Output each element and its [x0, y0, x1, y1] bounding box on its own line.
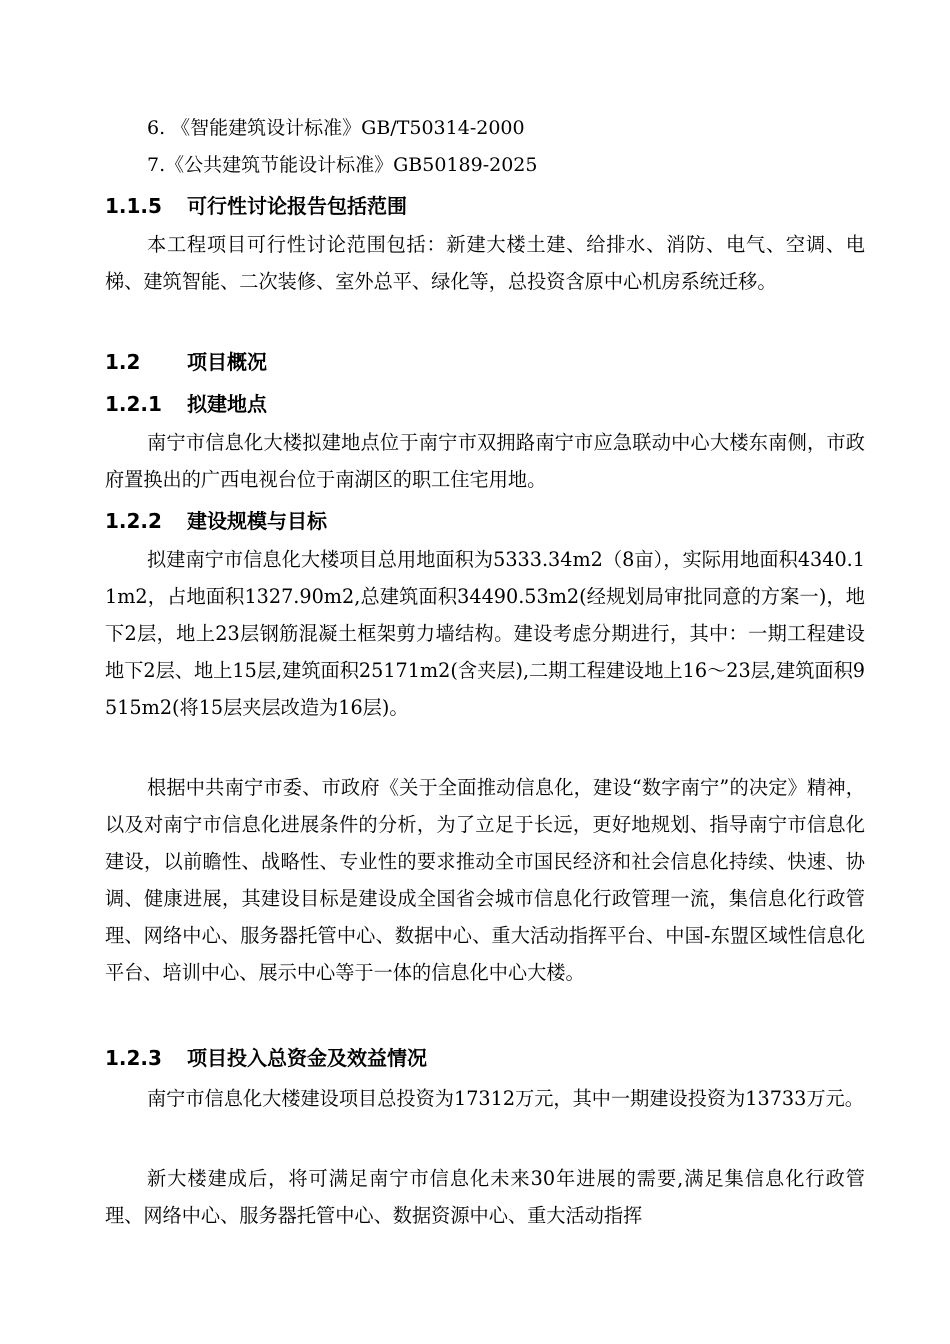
paragraph-scope: 本工程项目可行性讨论范围包括：新建大楼土建、给排水、消防、电气、空调、电梯、建筑智能、二次装修、室外总平、绿化等，总投资含原中心机房系统迁移。	[105, 233, 865, 293]
section-heading-1-1-5	[105, 186, 865, 226]
section-title: 项目概况	[187, 350, 267, 374]
section-number: 1.2.2	[105, 509, 162, 533]
section-heading-1-2-2	[105, 501, 865, 541]
section-number: 1.1.5	[105, 194, 162, 218]
reference-item: 7.《公共建筑节能设计标准》GB50189-2025	[147, 154, 538, 176]
paragraph-scale: 拟建南宁市信息化大楼项目总用地面积为5333.34m2（8亩），实际用地面积4340.11m2，占地面积1327.90m2,总建筑面积34490.53m2(经规划局审批同意的方案一)，地下2层，地上23层钢筋混凝土框架剪力墙结构。建设考虑分期进行，其中：一期工程建设地下2层、地上15层,建筑面积25171m2(含夹层),二期工程建设地上16～23层,建筑面积9515m2(将15层夹层改造为16层)。	[105, 548, 865, 719]
section-title: 建设规模与目标	[187, 509, 327, 533]
reference-item: 6. 《智能建筑设计标准》GB/T50314-2000	[147, 117, 525, 139]
paragraph-benefit: 新大楼建成后，将可满足南宁市信息化未来30年进展的需要,满足集信息化行政管理、网络中心、服务器托管中心、数据资源中心、重大活动指挥	[105, 1167, 865, 1227]
section-number: 1.2	[105, 350, 141, 374]
section-heading-1-2-3	[105, 1038, 865, 1078]
section-title: 可行性讨论报告包括范围	[187, 194, 407, 218]
section-heading-1-2-1	[105, 384, 865, 424]
section-heading-1-2	[105, 342, 865, 382]
paragraph-goal: 根据中共南宁市委、市政府《关于全面推动信息化，建设“数字南宁”的决定》精神，以及对南宁市信息化进展条件的分析，为了立足于长远，更好地规划、指导南宁市信息化建设，以前瞻性、战略性、专业性的要求推动全市国民经济和社会信息化持续、快速、协调、健康进展，其建设目标是建设成全国省会城市信息化行政管理一流，集信息化行政管理、网络中心、服务器托管中心、数据中心、重大活动指挥平台、中国-东盟区域性信息化平台、培训中心、展示中心等于一体的信息化中心大楼。	[105, 776, 865, 984]
section-number: 1.2.1	[105, 392, 162, 416]
paragraph-investment: 南宁市信息化大楼建设项目总投资为17312万元，其中一期建设投资为13733万元。	[147, 1087, 864, 1110]
section-title: 拟建地点	[187, 392, 267, 416]
section-number: 1.2.3	[105, 1046, 162, 1070]
paragraph-location: 南宁市信息化大楼拟建地点位于南宁市双拥路南宁市应急联动中心大楼东南侧，市政府置换出的广西电视台位于南湖区的职工住宅用地。	[105, 431, 865, 491]
section-title: 项目投入总资金及效益情况	[187, 1046, 427, 1070]
